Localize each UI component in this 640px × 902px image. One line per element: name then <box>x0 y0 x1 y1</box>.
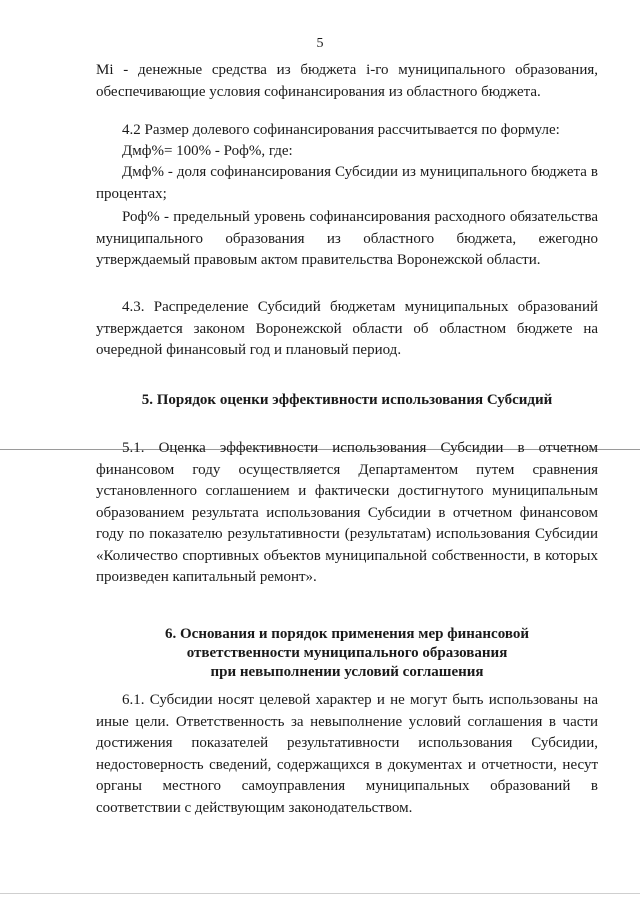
paragraph-mi-definition: Mi - денежные средства из бюджета i-го муниципального образования, обеспечивающие условия софинансирования из областного бюджета. <box>96 62 598 100</box>
paragraph-4-2: 4.2 Размер долевого софинансирования рассчитывается по формуле: <box>122 122 560 138</box>
paragraph-rof-definition: Роф% - предельный уровень софинансирования расходного обязательства муниципального образования из областного бюджета, ежегодно утверждаемый правовым актом правительства Воронежской области. <box>96 209 598 268</box>
paragraph-6-1: 6.1. Субсидии носят целевой характер и не могут быть использованы на иные цели. Ответственность за невыполнение условий соглашения в части достижения показателей результативности использования Субсидии, недостоверность сведений, содержащихся в документах и отчетности, несут органы местного самоуправления муниципальных образований в соответствии с действующим законодательством. <box>96 692 598 816</box>
section-6-heading-line-3: при невыполнении условий соглашения <box>210 664 484 680</box>
section-5-heading: 5. Порядок оценки эффективности использования Субсидий <box>141 392 553 408</box>
page-number: 5 <box>316 36 324 51</box>
paragraph-5-1: 5.1. Оценка эффективности использования Субсидии в отчетном финансовом году осуществляется Департаментом путем сравнения установленного соглашением и фактически достигнутого муниципальным образованием результата использования Субсидии в отчетном финансовом году по показателю результативности (результатам) использования Субсидии «Количество спортивных объектов муниципальной собственности, в которых произведен капитальный ремонт». <box>96 440 598 585</box>
section-6-heading-line-2: ответственности муниципального образования <box>186 645 508 661</box>
formula-line: Дмф%= 100% - Роф%, где: <box>122 143 293 159</box>
paragraph-4-3: 4.3. Распределение Субсидий бюджетам муниципальных образований утверждается законом Воронежской области об областном бюджете на очередной финансовый год и плановый период. <box>96 299 598 358</box>
paragraph-dmf-definition: Дмф% - доля софинансирования Субсидии из муниципального бюджета в процентах; <box>96 164 598 202</box>
section-6-heading-line-1: 6. Основания и порядок применения мер финансовой <box>165 626 529 642</box>
scan-bottom-edge <box>0 893 640 894</box>
